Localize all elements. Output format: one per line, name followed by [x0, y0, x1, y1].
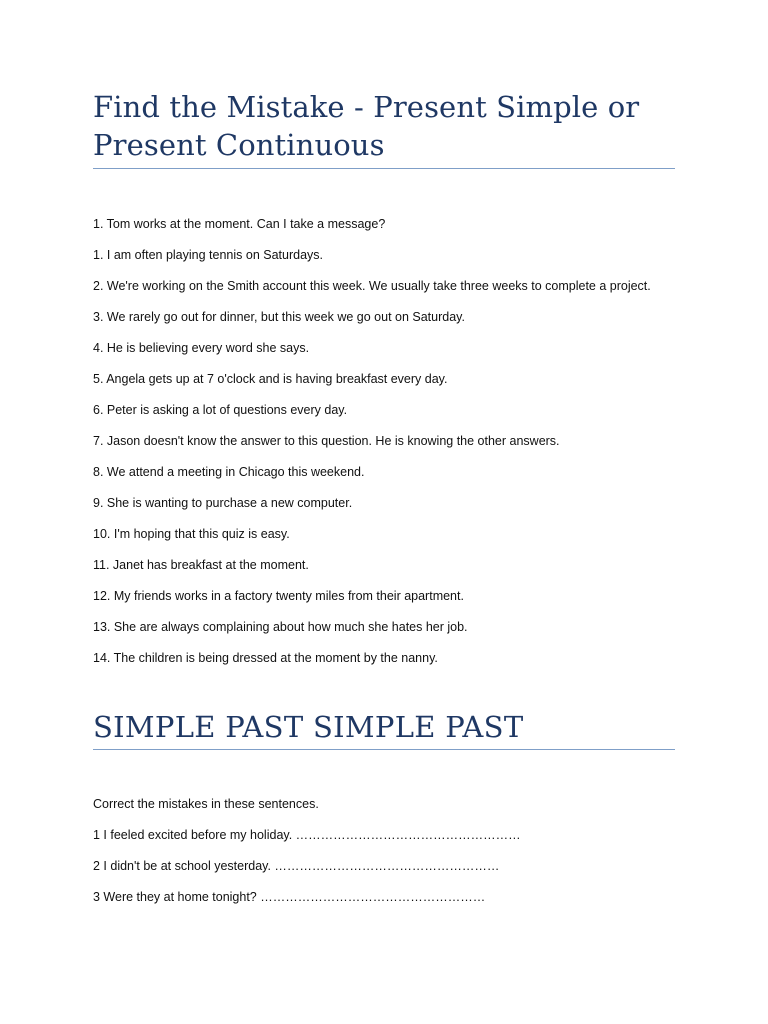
exercise-item: 2. We're working on the Smith account this week. We usually take three weeks to complete a project. — [93, 279, 651, 293]
section-underline — [93, 749, 675, 750]
document-page — [93, 0, 676, 919]
exercise-item: 7. Jason doesn't know the answer to this question. He is knowing the other answers. — [93, 434, 560, 448]
title-underline — [93, 168, 675, 169]
exercise-item: 8. We attend a meeting in Chicago this weekend. — [93, 465, 365, 479]
exercise-item: 3. We rarely go out for dinner, but this week we go out on Saturday. — [93, 310, 465, 324]
section-title-present — [93, 0, 676, 164]
exercise-item: 6. Peter is asking a lot of questions every day. — [93, 403, 348, 417]
exercise-item: 3 Were they at home tonight? ……………………………………………… — [93, 890, 486, 904]
exercise-item: 2 I didn't be at school yesterday. ……………………………………………… — [93, 859, 500, 873]
title-line-1: Find the Mistake - Present Simple or — [93, 90, 640, 124]
exercise-item: 11. Janet has breakfast at the moment. — [93, 558, 309, 572]
exercise-item: 1 I feeled excited before my holiday. ……………………………………………… — [93, 828, 521, 842]
exercise-item: 4. He is believing every word she says. — [93, 341, 310, 355]
exercise-list-present — [93, 215, 676, 668]
title-line-2: Present Continuous — [93, 128, 385, 162]
exercise-item: 1. Tom works at the moment. Can I take a message? — [93, 217, 386, 231]
exercise-item: 5. Angela gets up at 7 o'clock and is having breakfast every day. — [93, 372, 448, 386]
exercise-item: 13. She are always complaining about how much she hates her job. — [93, 620, 468, 634]
exercise-item: 1. I am often playing tennis on Saturdays. — [93, 248, 323, 262]
exercise-item: 12. My friends works in a factory twenty miles from their apartment. — [93, 589, 464, 603]
exercise-item: 10. I'm hoping that this quiz is easy. — [93, 527, 290, 541]
exercise-item: 9. She is wanting to purchase a new computer. — [93, 496, 353, 510]
exercise-list-past — [93, 795, 676, 907]
exercise-item: 14. The children is being dressed at the moment by the nanny. — [93, 651, 438, 665]
instruction-text: Correct the mistakes in these sentences. — [93, 797, 319, 811]
section-title-past: SIMPLE PAST SIMPLE PAST — [93, 710, 524, 744]
